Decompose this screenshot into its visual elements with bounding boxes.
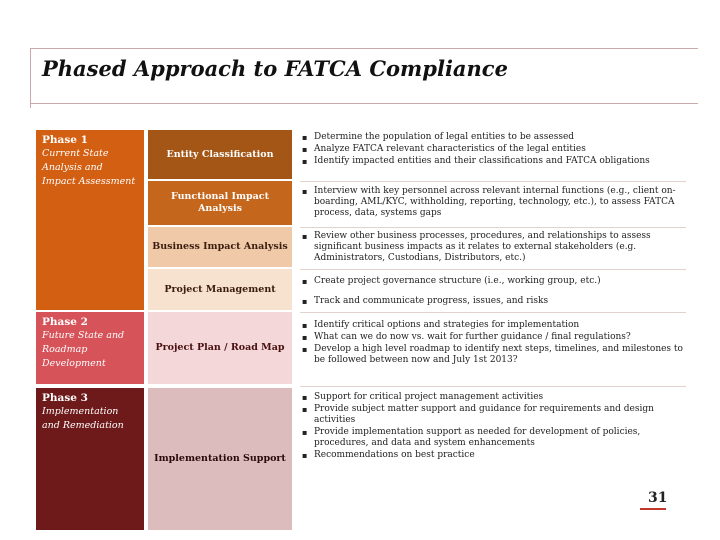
- bullet-item: ▪ Analyze FATCA relevant characteristics of the legal entities: [300, 144, 686, 155]
- bullet-item: ▪ Support for critical project management activities: [300, 392, 686, 403]
- title-divider: [30, 103, 698, 104]
- row-separator: [300, 312, 686, 313]
- bullets-project-management: [300, 276, 686, 316]
- title-frame-top: [30, 48, 698, 49]
- activity-entity-classification: Entity Classification: [148, 130, 292, 179]
- bullet-item: ▪ Identify impacted entities and their classifications and FATCA obligations: [300, 156, 686, 167]
- phase-1-desc: Current State Analysis and Impact Assessment: [42, 148, 136, 187]
- bullet-item: ▪ Interview with key personnel across relevant internal functions (e.g., client on-boarding, AML/KYC, withholding, reporting, technology, etc.), to assess FATCA process, data, systems gaps: [300, 186, 686, 219]
- activity-business-impact: Business Impact Analysis: [148, 227, 292, 267]
- phase-3-name: Phase 3: [42, 392, 88, 404]
- page-number: 31: [648, 490, 668, 506]
- page-title: Phased Approach to FATCA Compliance: [42, 56, 508, 81]
- phase-2-name: Phase 2: [42, 316, 88, 328]
- activity-project-management: Project Management: [148, 269, 292, 310]
- phase-2-desc: Future State and Roadmap Development: [42, 330, 125, 369]
- bullets-project-plan: [300, 320, 686, 367]
- phase-2-block: [36, 312, 144, 384]
- bullet-item: ▪ Review other business processes, procedures, and relationships to assess significant business impacts as it relates to external stakeholders (e.g. Administrators, Custodians, Distributors, etc.): [300, 231, 686, 264]
- bullet-item: ▪ Provide subject matter support and guidance for requirements and design activities: [300, 404, 686, 426]
- bullets-functional-impact: [300, 186, 686, 220]
- bullet-item: ▪ Provide implementation support as needed for development of policies, procedures, and data and system enhancements: [300, 427, 686, 449]
- phase-3-desc: Implementation and Remediation: [42, 406, 124, 431]
- bullet-item: ▪ Identify critical options and strategies for implementation: [300, 320, 686, 331]
- phase-3-block: [36, 388, 144, 530]
- bullet-item: ▪ Determine the population of legal entities to be assessed: [300, 132, 686, 143]
- row-separator: [300, 181, 686, 182]
- bullets-implementation-support: [300, 392, 686, 462]
- row-separator: [300, 227, 686, 228]
- phase-1-name: Phase 1: [42, 134, 88, 146]
- bullet-item: ▪ Recommendations on best practice: [300, 450, 686, 461]
- bullets-entity-classification: [300, 132, 686, 168]
- bullet-item: ▪ Track and communicate progress, issues, and risks: [300, 296, 686, 307]
- title-frame-left: [30, 48, 31, 108]
- activity-implementation-support: Implementation Support: [148, 388, 292, 530]
- bullet-item: ▪ Develop a high level roadmap to identify next steps, timelines, and milestones to be followed between now and July 1st 2013?: [300, 344, 686, 366]
- activity-functional-impact: Functional Impact Analysis: [148, 181, 292, 225]
- row-separator: [300, 269, 686, 270]
- phase-1-block: [36, 130, 144, 310]
- activity-project-plan: Project Plan / Road Map: [148, 312, 292, 384]
- bullet-item: ▪ What can we do now vs. wait for further guidance / final regulations?: [300, 332, 686, 343]
- page-number-underline: [640, 508, 666, 510]
- bullets-business-impact: [300, 231, 686, 265]
- row-separator: [300, 386, 686, 387]
- bullet-item: ▪ Create project governance structure (i.e., working group, etc.): [300, 276, 686, 287]
